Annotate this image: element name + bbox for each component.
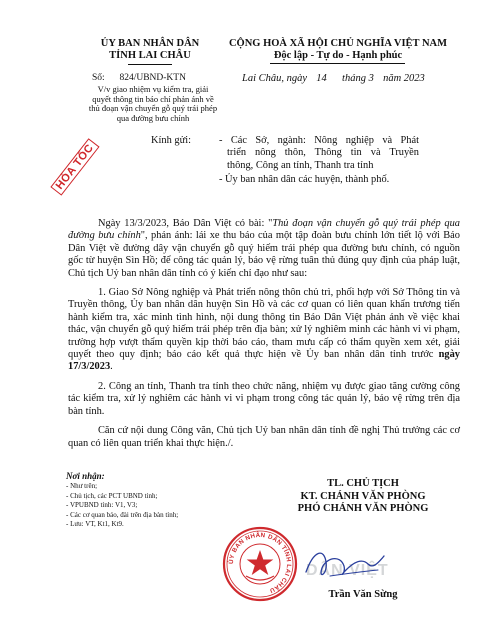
recipient-item: - Ủy ban nhân dân các huyện, thành phố. [219,174,390,186]
signature-block [263,478,463,516]
signer-title-line3: PHÓ CHÁNH VĂN PHÒNG [297,503,429,514]
distribution-label: Nơi nhận: [66,471,105,481]
doc-number-value: 824 [119,73,134,83]
deadline-date: ngày 17/3/2023 [68,349,460,373]
subject-line: thủ đoạn vận chuyển gỗ quý trái phép [88,103,218,113]
subject-line: quyết thông tin báo chí phản ánh về [92,93,214,104]
doc-number-suffix: /UBND-KTN [133,73,186,83]
date-month: tháng 3 [342,73,374,84]
distribution-item: - Chủ tịch, các PCT UBND tỉnh; [66,491,158,500]
agency-underline [128,64,172,65]
distribution-list [66,471,266,530]
date-prefix: Lai Châu, ngày [242,73,308,84]
recipients-label: Kính gửi: [151,135,191,146]
issuing-agency [70,38,230,62]
signer-title-line2: KT. CHÁNH VĂN PHÒNG [300,490,426,502]
handwritten-signature [300,540,390,590]
subject-line: V/v giao nhiệm vụ kiểm tra, giải [97,84,209,94]
distribution-item: - Lưu: VT, Kt1, Kt9. [66,520,124,529]
urgent-stamp: HỎA TỐC [50,138,99,195]
national-motto: Độc lập - Tự do - Hạnh phúc [273,50,403,61]
seal-text: ỦY BAN NHÂN DÂN TỈNH LAI CHÂU [227,531,293,595]
article-title-quote: Thủ đoạn vận chuyển gỗ quý trái phép qua đường bưu chính [68,218,460,242]
recipient-item: - Các Sở, ngành: Nông nghiệp và Phát triển nông thôn, Thông tin và Truyền thông, Công an tỉnh, Thanh tra tỉnh [219,135,419,171]
distribution-item: - VPUBND tỉnh: V1, V3; [66,501,138,510]
agency-name-line2: TỈNH LAI CHÂU [109,50,191,61]
distribution-item: - Các cơ quan báo, đài trên địa bàn tỉnh; [66,510,179,519]
signer-name: Trần Văn Sừng [328,589,398,600]
agency-name-line1: ỦY BAN NHÂN DÂN [100,38,200,49]
distribution-item: - Như trên; [66,482,98,490]
doc-number-label: Số: [92,73,105,83]
document-body [68,218,460,450]
watermark-text: DÂN VIỆT [306,562,389,579]
seal-star-emblem [247,550,274,575]
place-and-date [242,73,425,84]
subject-line: qua đường bưu chính [116,112,190,123]
motto-underline [270,63,405,64]
body-paragraph-task-2: 2. Công an tỉnh, Thanh tra tỉnh theo chức năng, nhiệm vụ được giao tăng cường công tác kiểm tra, xử lý nghiêm các hành vi vi phạm trong công tác quản lý, bảo vệ rừng trên địa bàn tỉnh. [68,380,460,417]
recipients-list [219,135,419,187]
date-day: 14 [316,73,327,84]
document-subject [68,85,238,123]
body-paragraph-closing: Căn cứ nội dung Công văn, Chủ tịch Uỷ ban nhân dân tỉnh đề nghị Thủ trưởng các cơ quan có liên quan triển khai thực hiện./. [68,425,460,449]
document-number [92,73,186,83]
signer-title-line1: TL. CHỦ TỊCH [327,478,399,489]
date-year: năm 2023 [383,73,425,84]
national-title: CỘNG HOÀ XÃ HỘI CHỦ NGHĨA VIỆT NAM [228,38,448,49]
body-paragraph-task-1: 1. Giao Sở Nông nghiệp và Phát triển nông thôn chủ trì, phối hợp với Sở Thông tin và Truyền thông, Ủy ban nhân dân huyện Sìn Hồ và các cơ quan có liên quan khẩn trương tiến hành kiểm tra, xác minh tình hình, nội dung thông tin Báo Dân Việt phản ánh về việc khai thác, vận chuyển gỗ quý hiếm trái phép trên địa bàn; xử lý nghiêm minh các hành vi vi phạm, trường hợp vượt thẩm quyền kịp thời báo cáo, tham mưu cấp có thẩm quyền xem xét, giải quyết theo quy định; báo cáo kết quả thực hiện về Ủy ban nhân dân tỉnh trước ngày 17/3/2023. [68,287,460,373]
body-paragraph-intro: Ngày 13/3/2023, Báo Dân Việt có bài: "Thủ đoạn vận chuyển gỗ quý trái phép qua đường bưu chính", phản ánh: lái xe thu báo của một tập đoàn bưu chính lớn tiết lộ với Báo Dân Việt về đường dây vận chuyển gỗ quý hiếm trái phép qua đường bưu chính, có nguồn gốc từ huyện Sìn Hồ; để công tác quản lý, bảo vệ rừng tuân thủ đúng quy định của pháp luật, Chủ tịch Uỷ ban nhân dân tỉnh có ý kiến chỉ đạo như sau: [68,218,460,279]
